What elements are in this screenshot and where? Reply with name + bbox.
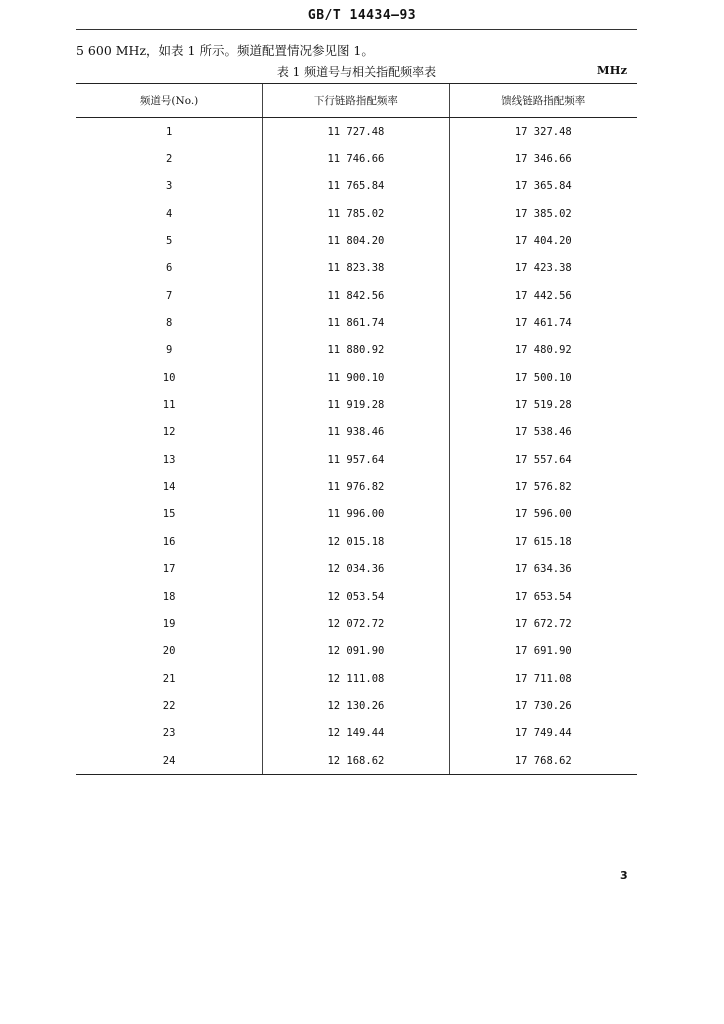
cell-feeder-frequency: 17 711.08	[449, 665, 637, 692]
table-caption: 表 1 频道号与相关指配频率表	[276, 65, 437, 79]
cell-channel-number: 15	[162, 508, 176, 521]
table-row	[76, 665, 637, 692]
cell-downlink-frequency: 11 861.74	[263, 309, 449, 336]
table-row	[76, 528, 637, 555]
cell-channel-number: 24	[76, 747, 263, 775]
cell-feeder-frequency: 17 538.46	[449, 419, 637, 446]
cell-channel-number: 13	[162, 453, 176, 466]
cell-feeder-frequency: 17 691.90	[449, 638, 637, 665]
cell-feeder-frequency: 17 634.36	[449, 556, 637, 583]
intro-paragraph: 5 600 MHz，如表 1 所示。频道配置情况参见图 1。	[76, 43, 374, 58]
cell-channel-number: 6	[165, 262, 173, 275]
cell-downlink-frequency: 12 015.18	[263, 528, 449, 555]
table-row	[76, 145, 637, 172]
table-row	[76, 173, 637, 200]
cell-feeder-frequency: 17 653.54	[449, 583, 637, 610]
table-row	[76, 720, 637, 747]
table-row	[76, 282, 637, 309]
cell-downlink-frequency: 12 034.36	[263, 556, 449, 583]
cell-downlink-frequency: 11 919.28	[263, 391, 449, 418]
cell-feeder-frequency: 17 749.44	[449, 720, 637, 747]
cell-downlink-frequency: 12 168.62	[263, 747, 449, 775]
cell-channel-number: 4	[165, 207, 173, 220]
cell-feeder-frequency: 17 768.62	[449, 747, 637, 775]
cell-feeder-frequency: 17 385.02	[449, 200, 637, 227]
cell-channel-number: 10	[162, 371, 176, 384]
cell-feeder-frequency: 17 423.38	[449, 255, 637, 282]
cell-downlink-frequency: 11 900.10	[263, 364, 449, 391]
cell-feeder-frequency: 17 404.20	[449, 227, 637, 254]
table-row	[76, 391, 637, 418]
cell-downlink-frequency: 12 130.26	[263, 692, 449, 719]
table-row	[76, 610, 637, 637]
table-caption-row	[76, 63, 637, 79]
cell-downlink-frequency: 12 053.54	[263, 583, 449, 610]
table-row	[76, 638, 637, 665]
table-row	[76, 227, 637, 254]
cell-downlink-frequency: 11 957.64	[263, 446, 449, 473]
table-row	[76, 583, 637, 610]
cell-downlink-frequency: 12 072.72	[263, 610, 449, 637]
table-row	[76, 556, 637, 583]
cell-downlink-frequency: 11 996.00	[263, 501, 449, 528]
cell-channel-number: 1	[165, 125, 173, 138]
frequency-table	[76, 83, 637, 775]
cell-downlink-frequency: 11 746.66	[263, 145, 449, 172]
cell-downlink-frequency: 12 111.08	[263, 665, 449, 692]
table-row	[76, 364, 637, 391]
cell-channel-number: 8	[165, 317, 173, 330]
cell-channel-number: 5	[165, 235, 173, 248]
table-row	[76, 337, 637, 364]
cell-feeder-frequency: 17 346.66	[449, 145, 637, 172]
cell-channel-number: 14	[162, 481, 176, 494]
column-header-channel: 频道号(No.)	[76, 84, 263, 118]
cell-feeder-frequency: 17 461.74	[449, 309, 637, 336]
cell-channel-number: 16	[162, 535, 176, 548]
cell-channel-number: 17	[162, 563, 176, 576]
table-row	[76, 309, 637, 336]
cell-channel-number: 12	[162, 426, 176, 439]
cell-channel-number: 23	[162, 727, 176, 740]
table-row	[76, 747, 637, 775]
cell-feeder-frequency: 17 442.56	[449, 282, 637, 309]
table-row	[76, 200, 637, 227]
table-row	[76, 473, 637, 500]
page-number: 3	[620, 869, 628, 882]
cell-downlink-frequency: 11 976.82	[263, 473, 449, 500]
cell-channel-number: 20	[162, 645, 176, 658]
cell-feeder-frequency: 17 480.92	[449, 337, 637, 364]
cell-feeder-frequency: 17 327.48	[449, 118, 637, 146]
table-header-row	[76, 84, 637, 118]
cell-feeder-frequency: 17 596.00	[449, 501, 637, 528]
cell-feeder-frequency: 17 557.64	[449, 446, 637, 473]
cell-channel-number: 19	[162, 617, 176, 630]
cell-feeder-frequency: 17 672.72	[449, 610, 637, 637]
column-header-downlink: 下行链路指配频率	[263, 84, 449, 118]
cell-channel-number: 3	[165, 180, 173, 193]
cell-downlink-frequency: 11 842.56	[263, 282, 449, 309]
cell-feeder-frequency: 17 730.26	[449, 692, 637, 719]
table-row	[76, 419, 637, 446]
cell-channel-number: 22	[162, 699, 176, 712]
cell-downlink-frequency: 11 785.02	[263, 200, 449, 227]
cell-downlink-frequency: 11 727.48	[263, 118, 449, 146]
cell-feeder-frequency: 17 519.28	[449, 391, 637, 418]
cell-channel-number: 18	[162, 590, 176, 603]
table-body	[76, 118, 637, 775]
cell-downlink-frequency: 12 091.90	[263, 638, 449, 665]
table-row	[76, 446, 637, 473]
table-row	[76, 255, 637, 282]
cell-downlink-frequency: 11 765.84	[263, 173, 449, 200]
cell-feeder-frequency: 17 615.18	[449, 528, 637, 555]
table-row	[76, 692, 637, 719]
header-divider	[76, 29, 637, 30]
cell-feeder-frequency: 17 576.82	[449, 473, 637, 500]
standard-header: GB/T 14434—93	[307, 8, 417, 23]
cell-channel-number: 11	[162, 399, 176, 412]
cell-channel-number: 9	[165, 344, 173, 357]
cell-channel-number: 7	[165, 289, 173, 302]
table-row	[76, 501, 637, 528]
cell-downlink-frequency: 12 149.44	[263, 720, 449, 747]
cell-downlink-frequency: 11 880.92	[263, 337, 449, 364]
cell-downlink-frequency: 11 823.38	[263, 255, 449, 282]
column-header-feeder: 馈线链路指配频率	[449, 84, 637, 118]
table-row	[76, 118, 637, 146]
table-unit: MHz	[596, 63, 627, 77]
cell-feeder-frequency: 17 365.84	[449, 173, 637, 200]
cell-downlink-frequency: 11 938.46	[263, 419, 449, 446]
cell-channel-number: 21	[162, 672, 176, 685]
cell-downlink-frequency: 11 804.20	[263, 227, 449, 254]
cell-channel-number: 2	[165, 153, 173, 166]
cell-feeder-frequency: 17 500.10	[449, 364, 637, 391]
